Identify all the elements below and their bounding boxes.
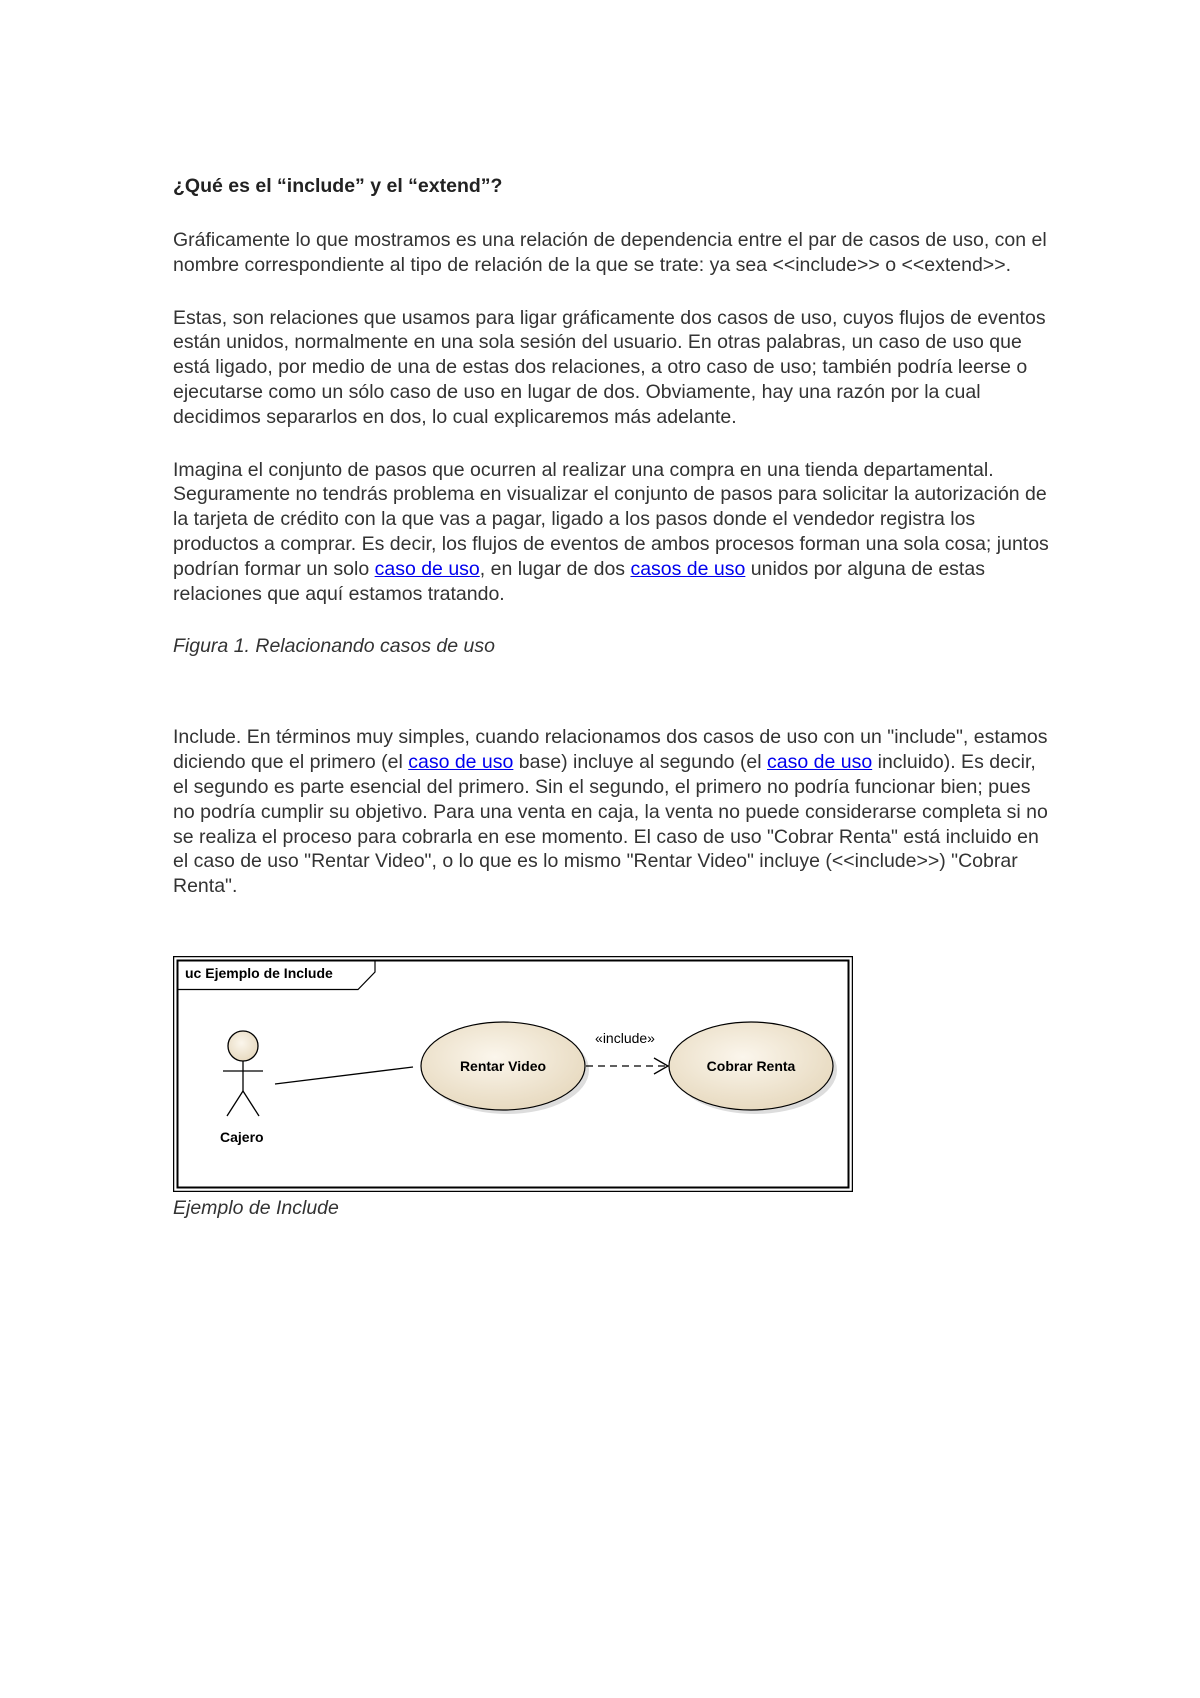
usecase-2-label: Cobrar Renta — [706, 1057, 796, 1074]
paragraph-4-text-1: Include. En términos muy simples, cuando relacionamos dos casos de uso con un "include", estamos diciendo que el primero (el — [173, 726, 1048, 774]
paragraph-4-text-2: base) incluye al segundo (el — [513, 751, 768, 774]
caso-de-uso-link[interactable]: caso de uso — [374, 557, 480, 580]
caso-de-uso-base-link[interactable]: caso de uso — [408, 751, 514, 774]
include-stereotype: «include» — [595, 1029, 655, 1046]
section-title: ¿Qué es el “include” y el “extend”? — [173, 175, 503, 197]
figure-1-caption: Figura 1. Relacionando casos de uso — [173, 635, 495, 658]
actor-label: Cajero — [220, 1128, 264, 1145]
paragraph-3-text-3: unidos por alguna de estas relaciones que aquí estamos tratando. — [173, 557, 985, 605]
paragraph-3 — [173, 458, 1053, 607]
paragraph-3-text-1: Imagina el conjunto de pasos que ocurren al realizar una compra en una tienda departamental. Seguramente no tendrás problema en visualizar el conjunto de pasos para solicitar la autorización de la tarjeta de crédito con la que vas a pagar, ligado a los pasos donde el vendedor registra los productos a comprar. Es decir, los flujos de eventos de ambos procesos forman una sola cosa; juntos podrían formar un solo — [173, 458, 1049, 580]
caso-de-uso-incluido-link[interactable]: caso de uso — [767, 751, 873, 774]
paragraph-4 — [173, 725, 1053, 899]
document-page — [173, 174, 1053, 1220]
include-diagram — [173, 956, 853, 1192]
figure-2-caption: Ejemplo de Include — [173, 1196, 339, 1219]
paragraph-1: Gráficamente lo que mostramos es una relación de dependencia entre el par de casos de uso, con el nombre correspondiente al tipo de relación de la que se trate: ya sea <<include>> o <<extend>>. — [173, 229, 1047, 276]
frame-label: uc Ejemplo de Include — [185, 964, 333, 981]
uml-diagram-svg — [173, 956, 853, 1192]
paragraph-3-text-2: , en lugar de dos — [479, 557, 631, 580]
usecase-1-label: Rentar Video — [459, 1057, 547, 1074]
casos-de-uso-link[interactable]: casos de uso — [630, 557, 746, 580]
paragraph-4-text-3: incluido). Es decir, el segundo es parte esencial del primero. Sin el segundo, el primero no podría funcionar bien; pues no podría cumplir su objetivo. Para una venta en caja, la venta no puede considerarse completa si no se realiza el proceso para cobrarla en ese momento. El caso de uso "Cobrar Renta" está incluido en el caso de uso "Rentar Video", o lo que es lo mismo "Rentar Video" incluye (<<include>>) "Cobrar Renta". — [173, 751, 1048, 898]
paragraph-2: Estas, son relaciones que usamos para ligar gráficamente dos casos de uso, cuyos flujos de eventos están unidos, normalmente en una sola sesión del usuario. En otras palabras, un caso de uso que está ligado, por medio de una de estas dos relaciones, a otro caso de uso; también podría leerse o ejecutarse como un sólo caso de uso en lugar de dos. Obviamente, hay una razón por la cual decidimos separarlos en dos, lo cual explicaremos más adelante. — [173, 306, 1046, 428]
